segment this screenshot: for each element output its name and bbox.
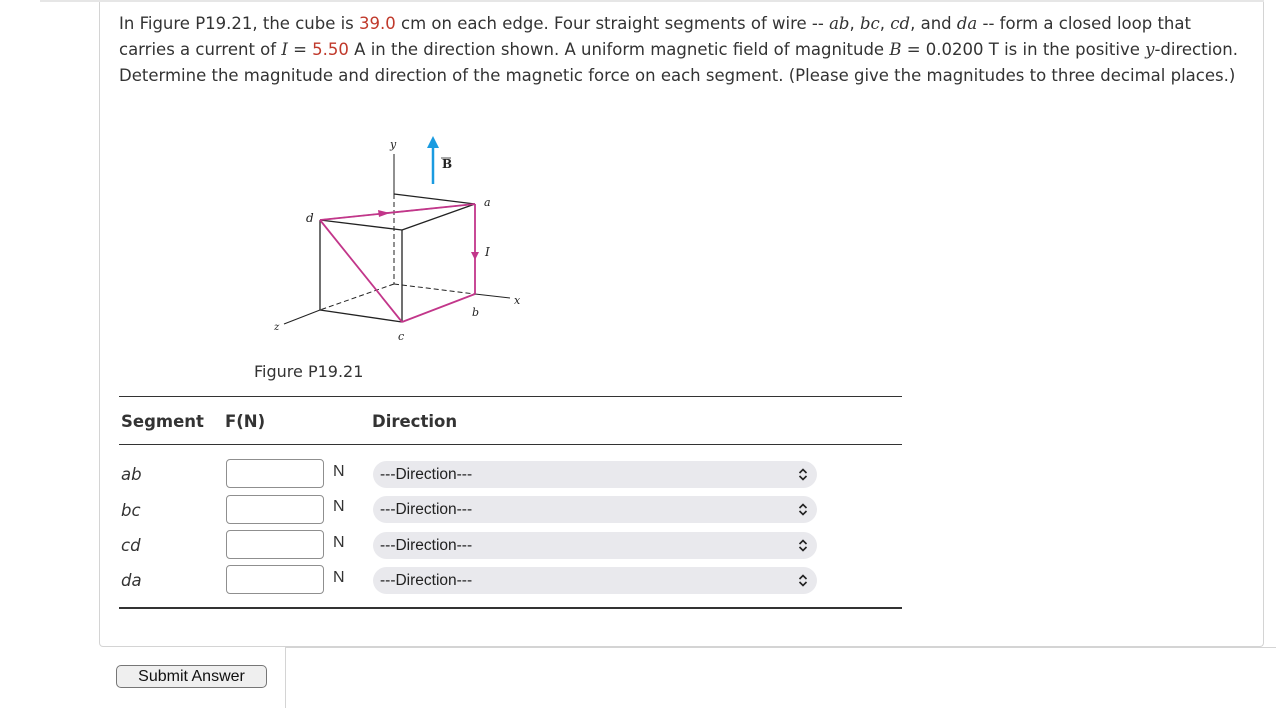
current-value: 5.50 [312, 40, 349, 59]
direction-select-ab[interactable] [373, 461, 817, 488]
segment-label-cd: cd [121, 536, 141, 555]
segment-bc-wire [402, 294, 475, 322]
submit-answer-button[interactable]: Submit Answer [116, 665, 267, 688]
table-header-rule [119, 444, 902, 445]
unit-label-ab: N [333, 463, 345, 480]
label-z: z [274, 322, 280, 333]
question-text: In Figure P19.21, the cube is 39.0 cm on each edge. Four straight segments of wire -- ab, bc, cd, and da -- form a closed loop that carries a current of I = 5.50 A in the direction shown. A uniform magnetic field of magnitude B = 0.0200 T is in the positive y-direction. Determine the magnitude and direction of the magnetic force on each segment. (Please give the magnitudes to three decimal places.) [119, 14, 1238, 85]
z-axis [284, 310, 320, 324]
direction-select-bc[interactable] [373, 496, 817, 523]
force-input-bc[interactable] [226, 495, 324, 524]
label-b: B [442, 157, 453, 171]
force-input-ab[interactable] [226, 459, 324, 488]
header-segment: Segment [121, 412, 204, 431]
force-input-da[interactable] [226, 565, 324, 594]
figure-caption: Figure P19.21 [254, 362, 364, 381]
direction-select-da-value: ---Direction--- [380, 572, 473, 589]
direction-select-cd[interactable] [373, 532, 817, 559]
cube-figure [270, 134, 530, 346]
select-arrows-icon [798, 503, 808, 516]
feedback-box [285, 647, 1276, 708]
table-bottom-rule [119, 607, 902, 609]
label-a: a [484, 196, 491, 209]
direction-select-bc-value: ---Direction--- [380, 501, 473, 518]
label-d: d [306, 211, 314, 225]
select-arrows-icon [798, 539, 808, 552]
header-force: F(N) [225, 412, 266, 431]
segment-label-ab: ab [121, 465, 142, 484]
select-arrows-icon [798, 574, 808, 587]
header-direction: Direction [372, 412, 458, 431]
select-arrows-icon [798, 468, 808, 481]
unit-label-bc: N [333, 498, 345, 515]
direction-select-ab-value: ---Direction--- [380, 466, 473, 483]
unit-label-da: N [333, 569, 345, 586]
label-c: c [398, 330, 405, 343]
label-i: I [485, 245, 490, 259]
edge-length-value: 39.0 [359, 14, 396, 33]
label-x: x [514, 294, 521, 307]
unit-label-cd: N [333, 534, 345, 551]
x-axis [475, 294, 510, 298]
direction-select-da[interactable] [373, 567, 817, 594]
segment-label-da: da [121, 571, 142, 590]
label-y: y [390, 138, 397, 151]
segment-label-bc: bc [121, 501, 141, 520]
table-top-rule [119, 396, 902, 397]
label-b-point: b [472, 306, 480, 319]
force-input-cd[interactable] [226, 530, 324, 559]
direction-select-cd-value: ---Direction--- [380, 537, 473, 554]
segment-cd-wire [320, 220, 402, 322]
